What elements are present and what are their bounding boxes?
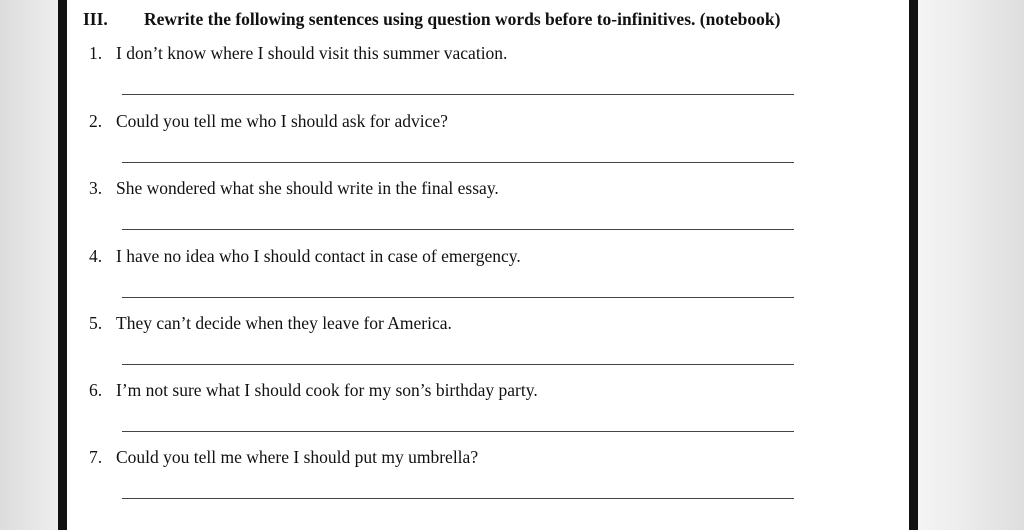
question-4 <box>89 246 521 267</box>
page-border-left <box>58 0 67 530</box>
question-text: I have no idea who I should contact in case of emergency. <box>116 246 521 266</box>
question-6 <box>89 380 538 401</box>
question-5 <box>89 313 452 334</box>
question-number: 4. <box>89 246 103 266</box>
question-1 <box>89 43 507 64</box>
question-number: 2. <box>89 111 103 131</box>
question-text: I’m not sure what I should cook for my son’s birthday party. <box>116 380 538 400</box>
question-text: She wondered what she should write in the final essay. <box>116 178 499 198</box>
question-text: Could you tell me who I should ask for advice? <box>116 111 448 131</box>
answer-line-4[interactable] <box>122 297 794 298</box>
question-number: 1. <box>89 43 103 63</box>
right-background <box>918 0 1024 530</box>
section-instruction: Rewrite the following sentences using question words before to-infinitives. (notebook) <box>144 9 781 29</box>
answer-line-7[interactable] <box>122 498 794 499</box>
answer-line-1[interactable] <box>122 94 794 95</box>
section-heading <box>83 9 780 30</box>
answer-line-3[interactable] <box>122 229 794 230</box>
answer-line-2[interactable] <box>122 162 794 163</box>
left-background <box>0 0 58 530</box>
answer-line-6[interactable] <box>122 431 794 432</box>
question-number: 6. <box>89 380 103 400</box>
question-number: 7. <box>89 447 103 467</box>
question-text: Could you tell me where I should put my umbrella? <box>116 447 479 467</box>
question-2 <box>89 111 448 132</box>
question-text: I don’t know where I should visit this summer vacation. <box>116 43 508 63</box>
answer-line-5[interactable] <box>122 364 794 365</box>
worksheet-page <box>67 0 909 530</box>
page-border-right <box>909 0 918 530</box>
question-number: 5. <box>89 313 103 333</box>
question-3 <box>89 178 499 199</box>
question-number: 3. <box>89 178 103 198</box>
section-number: III. <box>83 9 108 29</box>
question-7 <box>89 447 478 468</box>
question-text: They can’t decide when they leave for America. <box>116 313 452 333</box>
